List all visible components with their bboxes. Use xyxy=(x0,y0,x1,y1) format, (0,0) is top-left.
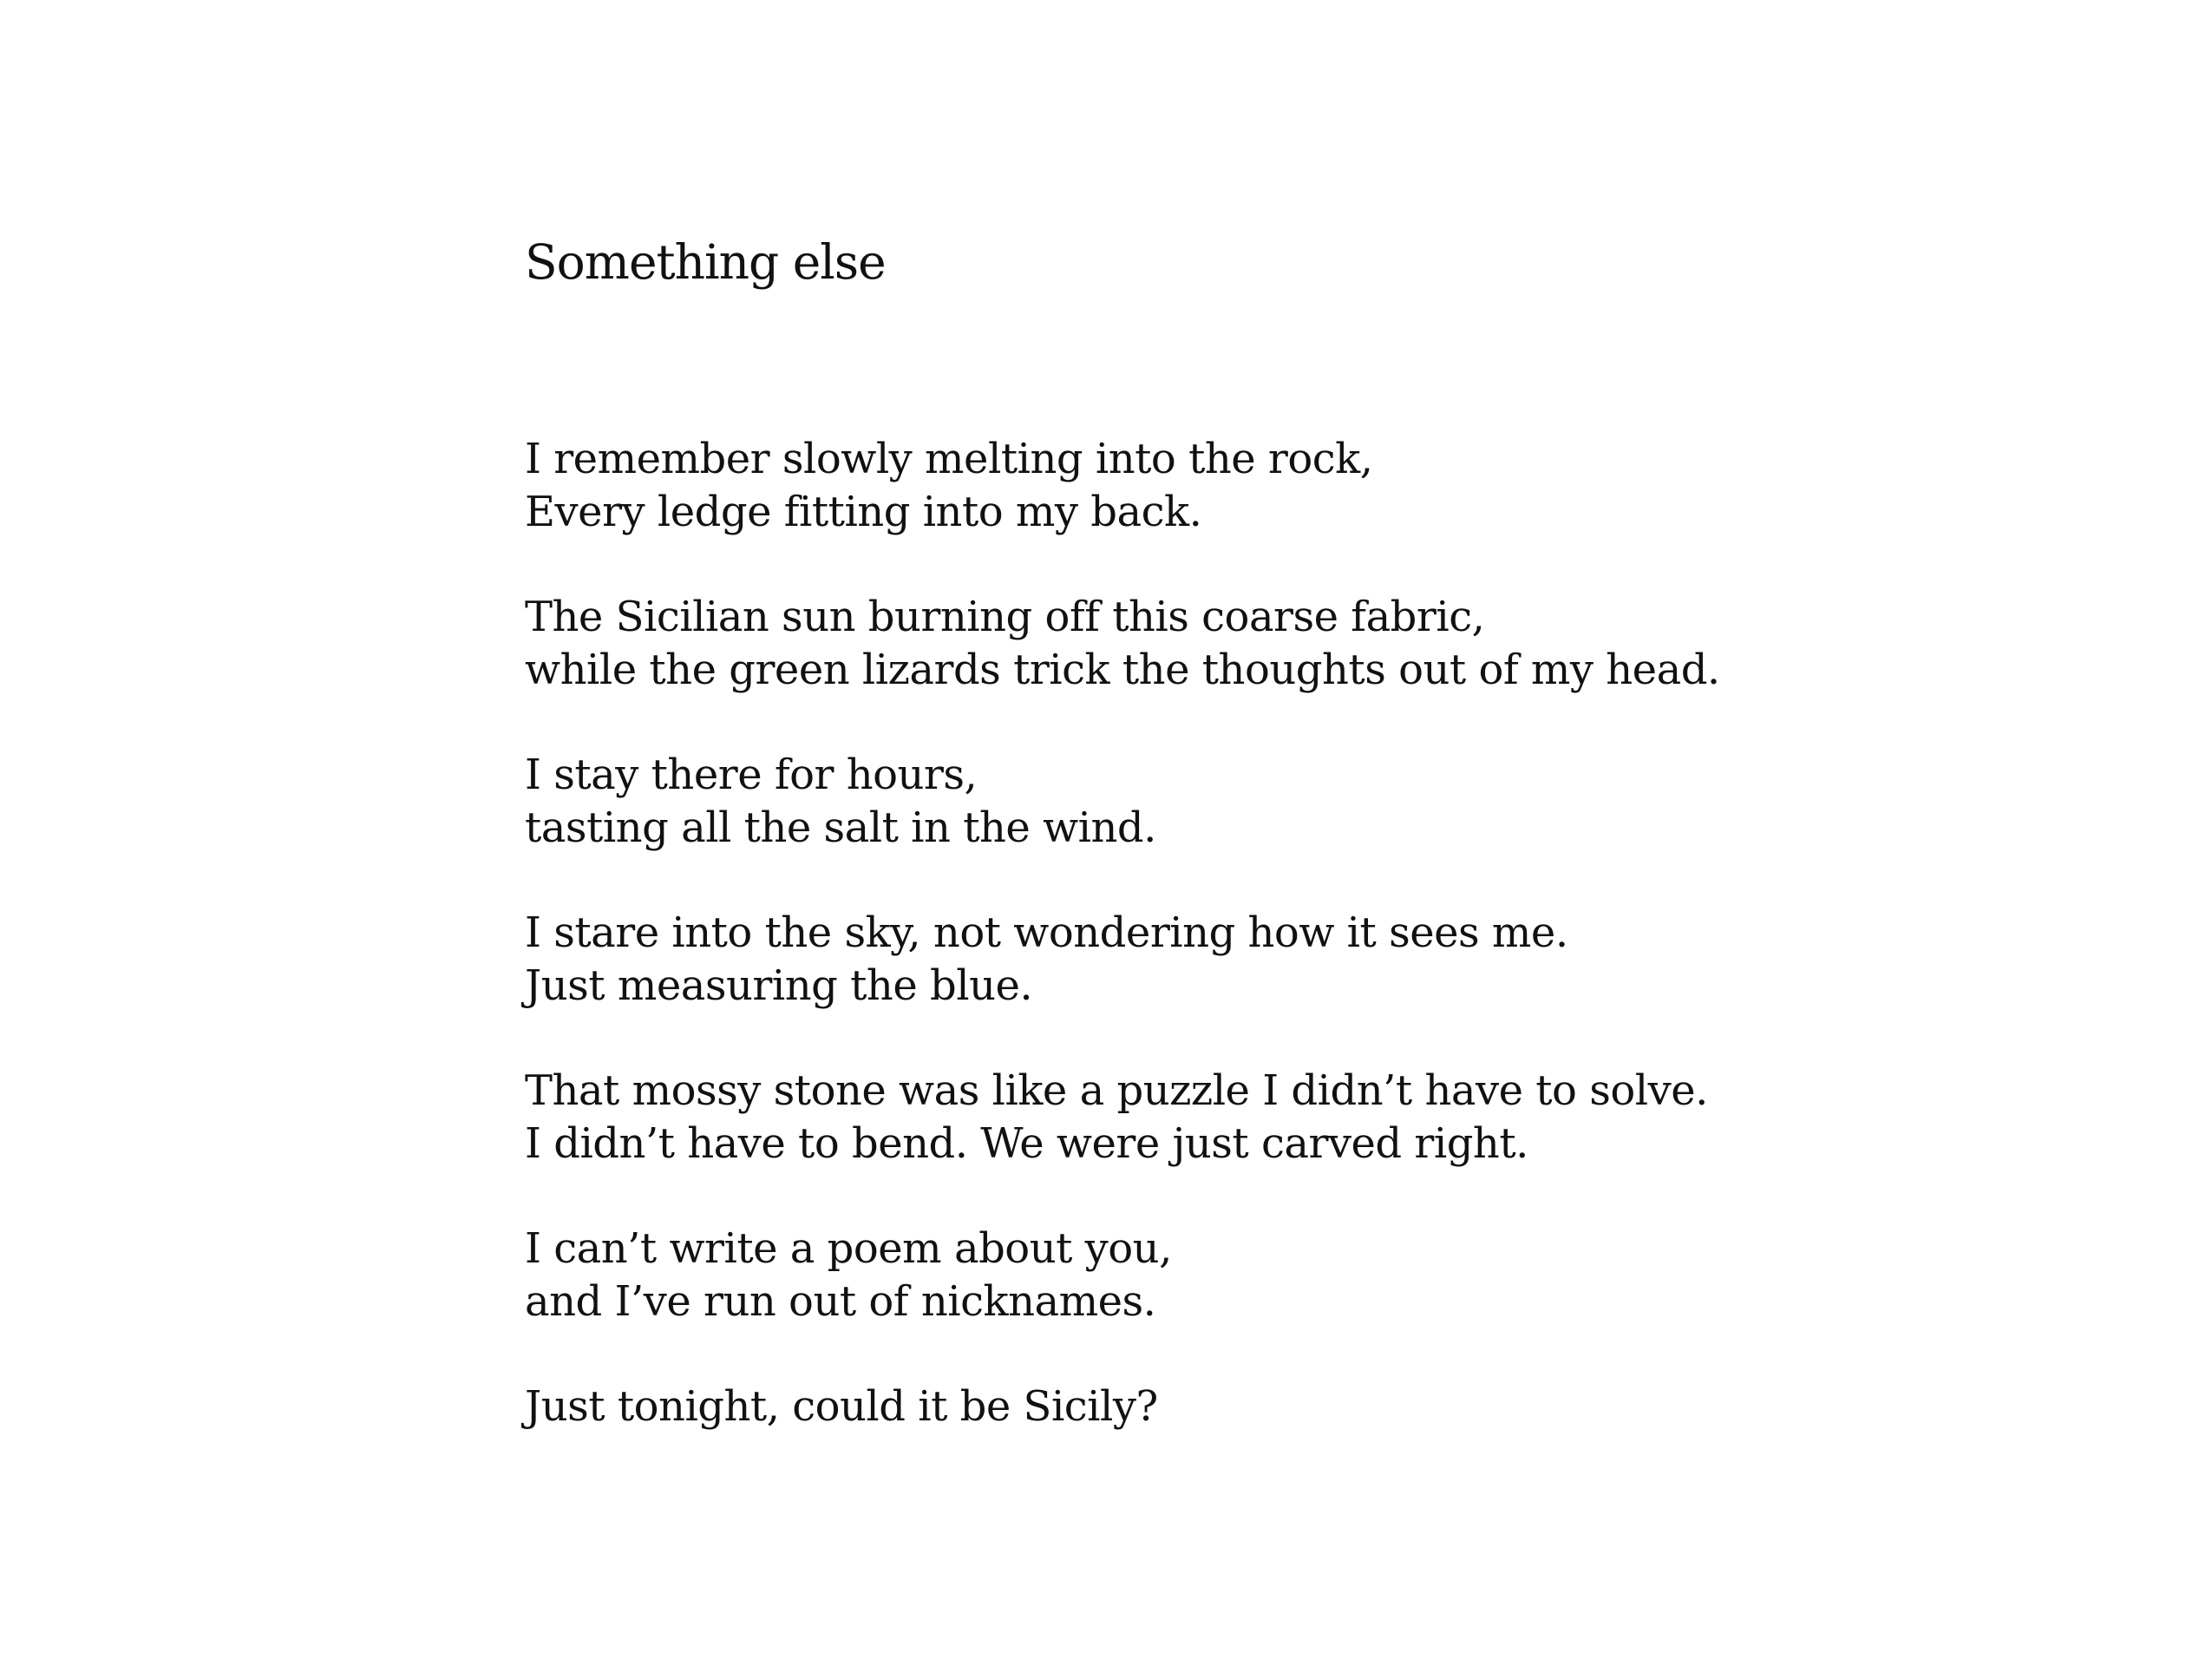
poem-body xyxy=(525,433,2086,1433)
poem-line: Just measuring the blue. xyxy=(525,961,1033,1010)
poem-line: I remember slowly melting into the rock, xyxy=(525,435,1373,483)
poem-line: Just tonight, could it be Sicily? xyxy=(525,1382,1158,1431)
stanza xyxy=(525,749,2086,855)
poem-line: I stay there for hours, xyxy=(525,751,978,799)
document-page xyxy=(525,227,2086,1485)
stanza xyxy=(525,1380,2086,1433)
stanza xyxy=(525,591,2086,697)
stanza xyxy=(525,1223,2086,1328)
poem-line: I didn’t have to bend. We were just carved right. xyxy=(525,1119,1528,1168)
stanza xyxy=(525,433,2086,539)
stanza xyxy=(525,1065,2086,1170)
poem-line: and I’ve run out of nicknames. xyxy=(525,1277,1156,1326)
poem-line: Every ledge fitting into my back. xyxy=(525,488,1202,536)
poem-line: while the green lizards trick the thoughts out of my head. xyxy=(525,646,1720,694)
poem-line: The Sicilian sun burning off this coarse fabric, xyxy=(525,593,1485,641)
poem-line: I can’t write a poem about you, xyxy=(525,1224,1172,1273)
poem-line: That mossy stone was like a puzzle I didn’t have to solve. xyxy=(525,1066,1708,1115)
poem-line: tasting all the salt in the wind. xyxy=(525,803,1156,852)
poem-title: Something else xyxy=(525,234,886,290)
poem-line: I stare into the sky, not wondering how it sees me. xyxy=(525,908,1568,957)
stanza xyxy=(525,907,2086,1013)
